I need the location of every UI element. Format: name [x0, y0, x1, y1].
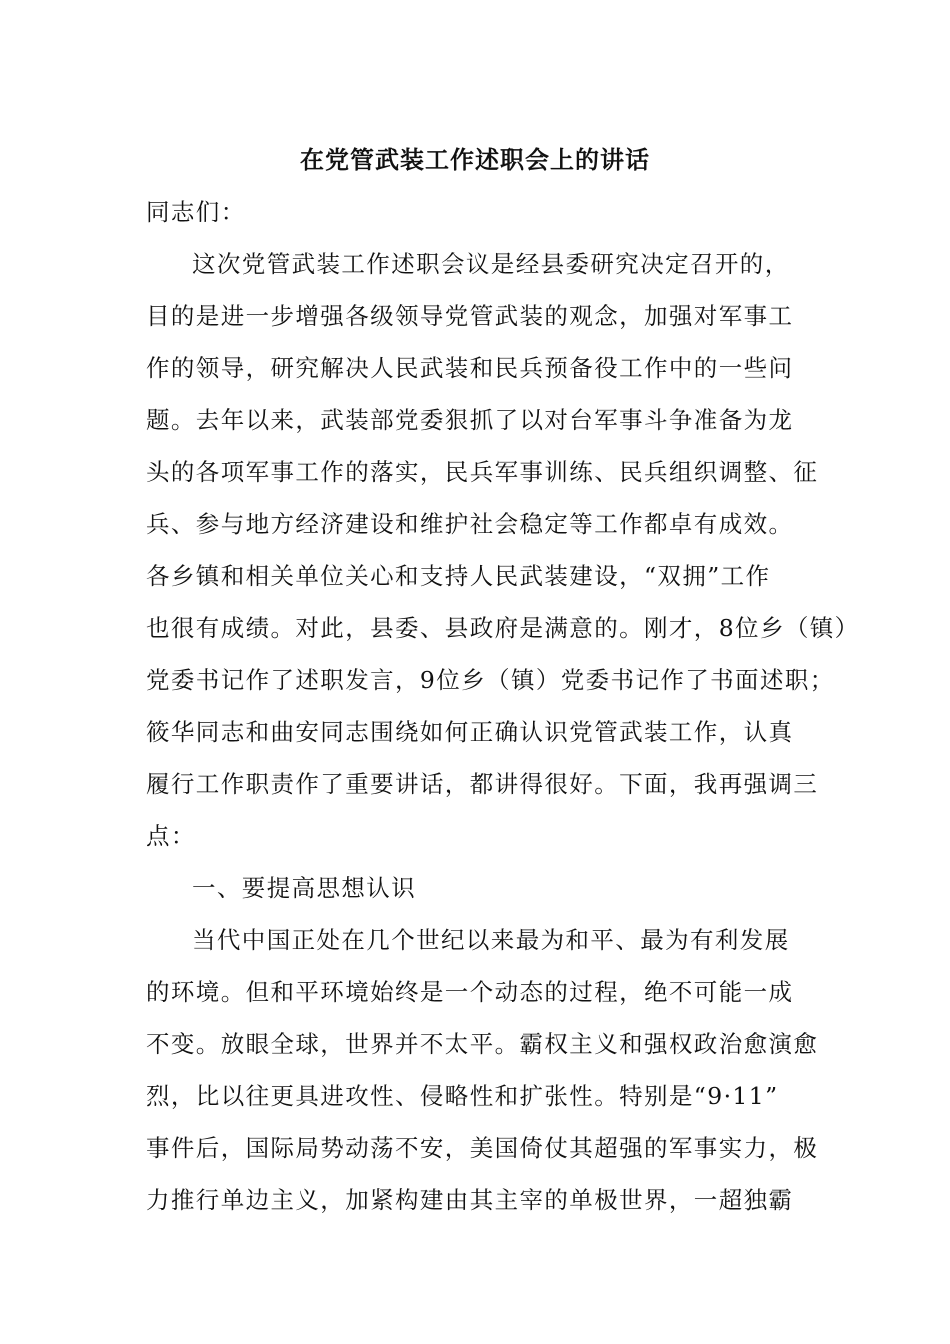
paragraph-line: 事件后，国际局势动荡不安，美国倚仗其超强的军事实力，极 — [146, 1134, 819, 1162]
paragraph-line: 烈，比以往更具进攻性、侵略性和扩张性。特别是“9·11” — [146, 1082, 779, 1110]
paragraph-line: 党委书记作了述职发言，9位乡（镇）党委书记作了书面述职； — [146, 666, 835, 694]
paragraph-line: 头的各项军事工作的落实，民兵军事训练、民兵组织调整、征 — [146, 458, 819, 486]
paragraph-line: 这次党管武装工作述职会议是经县委研究决定召开的， — [192, 250, 790, 278]
paragraph-line: 履行工作职责作了重要讲话，都讲得很好。下面，我再强调三 — [146, 770, 819, 798]
paragraph-line: 题。去年以来，武装部党委狠抓了以对台军事斗争准备为龙 — [146, 406, 794, 434]
paragraph-line: 各乡镇和相关单位关心和支持人民武装建设，“双拥”工作 — [146, 562, 771, 590]
paragraph-line: 力推行单边主义，加紧构建由其主宰的单极世界，一超独霸 — [146, 1186, 794, 1214]
paragraph-line: 目的是进一步增强各级领导党管武装的观念，加强对军事工 — [146, 302, 794, 330]
paragraph-line: 当代中国正处在几个世纪以来最为和平、最为有利发展 — [192, 926, 790, 954]
paragraph-line: 不变。放眼全球，世界并不太平。霸权主义和强权政治愈演愈 — [146, 1030, 819, 1058]
paragraph-line: 也很有成绩。对此，县委、县政府是满意的。刚才，8位乡（镇） — [146, 614, 860, 642]
paragraph-line: 的环境。但和平环境始终是一个动态的过程，绝不可能一成 — [146, 978, 794, 1006]
salutation-line: 同志们： — [146, 198, 246, 226]
paragraph-line: 点： — [146, 822, 196, 850]
section-heading: 一、要提高思想认识 — [192, 874, 417, 902]
paragraph-line: 筱华同志和曲安同志围绕如何正确认识党管武装工作，认真 — [146, 718, 794, 746]
document-body — [146, 192, 860, 1232]
paragraph-line: 作的领导，研究解决人民武装和民兵预备役工作中的一些问 — [146, 354, 794, 382]
document-title: 在党管武装工作述职会上的讲话 — [300, 145, 650, 174]
paragraph-line: 兵、参与地方经济建设和维护社会稳定等工作都卓有成效。 — [146, 510, 794, 538]
